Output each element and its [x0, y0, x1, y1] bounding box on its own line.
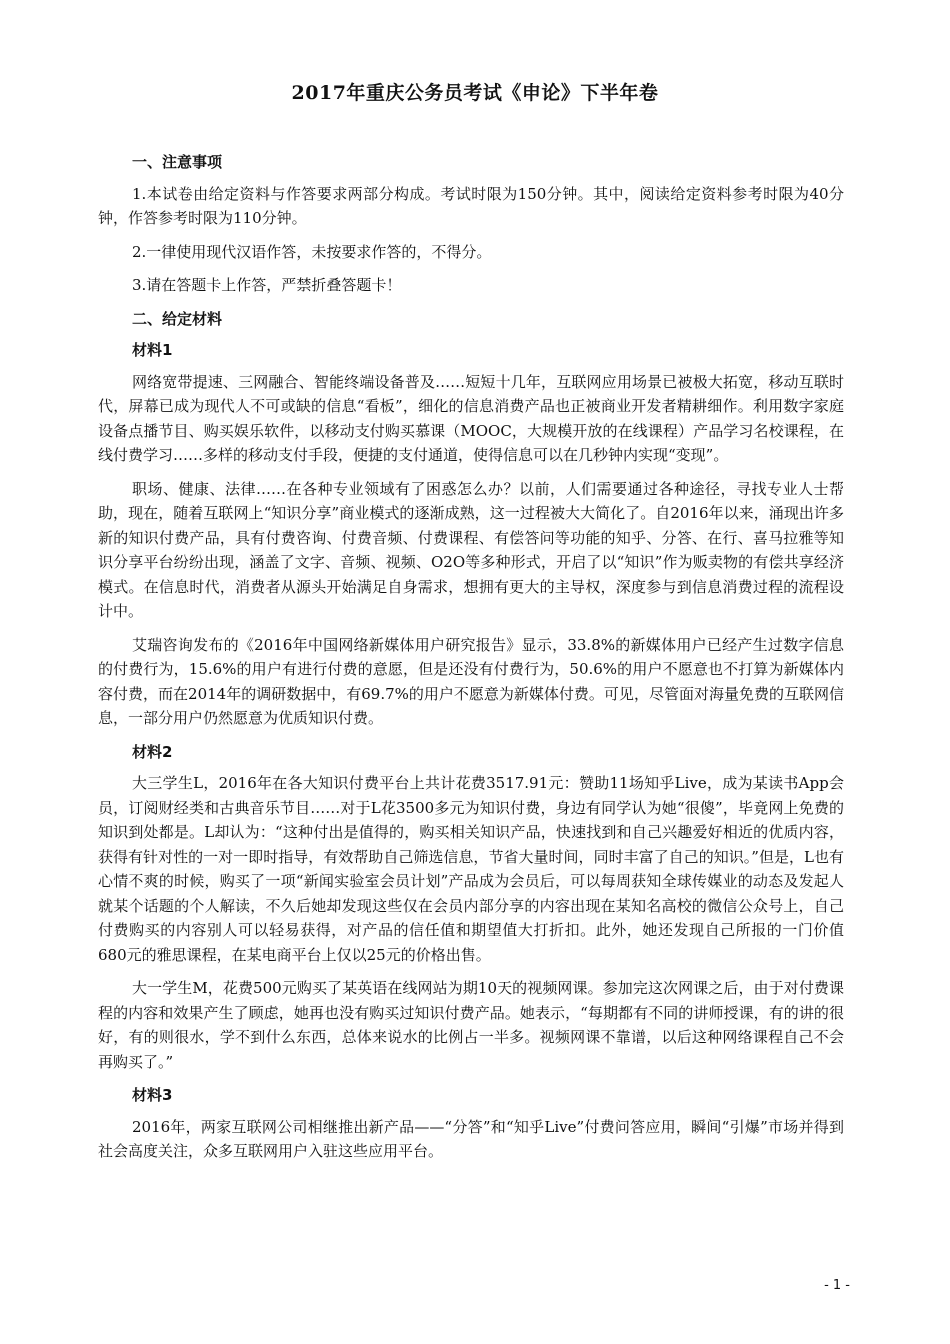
materials-heading: 二、给定材料	[132, 309, 223, 328]
material2-heading: 材料2	[132, 742, 173, 761]
material3-paragraph: 2016年，两家互联网公司相继推出新产品——“分答”和“知乎Live”付费问答应用，瞬间“引爆”市场并得到社会高度关注，众多互联网用户入驻这些应用平台。	[98, 1117, 844, 1160]
material1-paragraph: 网络宽带提速、三网融合、智能终端设备普及……短短十几年，互联网应用场景已被极大拓宽，移动互联时代，屏幕已成为现代人不可或缺的信息“看板”，细化的信息消费产品也正被商业开发者精耕细作。利用数字家庭设备点播节目、购买娱乐软件，以移动支付购买慕课（MOOC，大规模开放的在线课程）产品学习名校课程，在线付费学习……多样的移动支付手段，便捷的支付通道，使得信息可以在几秒钟内实现“变现”。	[98, 372, 844, 464]
material2-paragraph: 大三学生L，2016年在各大知识付费平台上共计花费3517.91元：赞助11场知乎Live，成为某读书App会员，订阅财经类和古典音乐节目……对于L花3500多元为知识付费，身边有同学认为她“很傻”，毕竟网上免费的知识到处都是。L却认为：“这种付出是值得的，购买相关知识产品，快速找到和自己兴趣爱好相近的优质内容，获得有针对性的一对一即时指导，有效帮助自己筛选信息，节省大量时间，同时丰富了自己的知识。”但是，L也有心情不爽的时候，购买了一项“新闻实验室会员计划”产品成为会员后，可以每周获知全球传媒业的动态及发起人就某个话题的个人解读，不久后她却发现这些仅在会员内部分享的内容出现在某知名高校的微信公众号上，自己付费购买的内容别人可以轻易获得，对产品的信任值和期望值大打折扣。此外，她还发现自己所报的一门价值680元的雅思课程，在某电商平台上仅以25元的价格出售。	[98, 774, 844, 964]
notice-item: 1.本试卷由给定资料与作答要求两部分构成。考试时限为150分钟。其中，阅读给定资料参考时限为40分钟，作答参考时限为110分钟。	[98, 184, 844, 227]
notice-item: 2.一律使用现代汉语作答，未按要求作答的，不得分。	[132, 242, 492, 261]
notice-heading: 一、注意事项	[132, 153, 223, 171]
material3-heading: 材料3	[132, 1086, 173, 1104]
material1-paragraph: 艾瑞咨询发布的《2016年中国网络新媒体用户研究报告》显示，33.8%的新媒体用户已经产生过数字信息的付费行为，15.6%的用户有进行付费的意愿，但是还没有付费行为，50.6%的用户不愿意也不打算为新媒体内容付费，而在2014年的调研数据中，有69.7%的用户不愿意为新媒体付费。可见，尽管面对海量免费的互联网信息，一部分用户仍然愿意为优质知识付费。	[98, 635, 844, 727]
page-number: - 1 -	[824, 1278, 850, 1293]
material2-paragraph: 大一学生M，花费500元购买了某英语在线网站为期10天的视频网课。参加完这次网课之后，由于对付费课程的内容和效果产生了顾虑，她再也没有购买过知识付费产品。她表示，“每期都有不同的讲师授课，有的讲的很好，有的则很水，学不到什么东西，总体来说水的比例占一半多。视频网课不靠谱，以后这种网络课程自己不会再购买了。”	[98, 979, 844, 1071]
notice-item: 3.请在答题卡上作答，严禁折叠答题卡！	[132, 276, 402, 294]
material1-heading: 材料1	[132, 341, 173, 359]
document-body	[98, 150, 844, 1173]
document-title: 2017年重庆公务员考试《申论》下半年卷	[291, 82, 659, 104]
material1-paragraph: 职场、健康、法律……在各种专业领域有了困惑怎么办？以前，人们需要通过各种途径，寻找专业人士帮助，现在，随着互联网上“知识分享”商业模式的逐渐成熟，这一过程被大大简化了。自2016年以来，涌现出许多新的知识付费产品，具有付费咨询、付费音频、付费课程、有偿答问等功能的知乎、分答、在行、喜马拉雅等知识分享平台纷纷出现，涵盖了文字、音频、视频、O2O等多种形式，开启了以“知识”作为贩卖物的有偿共享经济模式。在信息时代，消费者从源头开始满足自身需求，想拥有更大的主导权，深度参与到信息消费过程的流程设计中。	[98, 479, 844, 620]
